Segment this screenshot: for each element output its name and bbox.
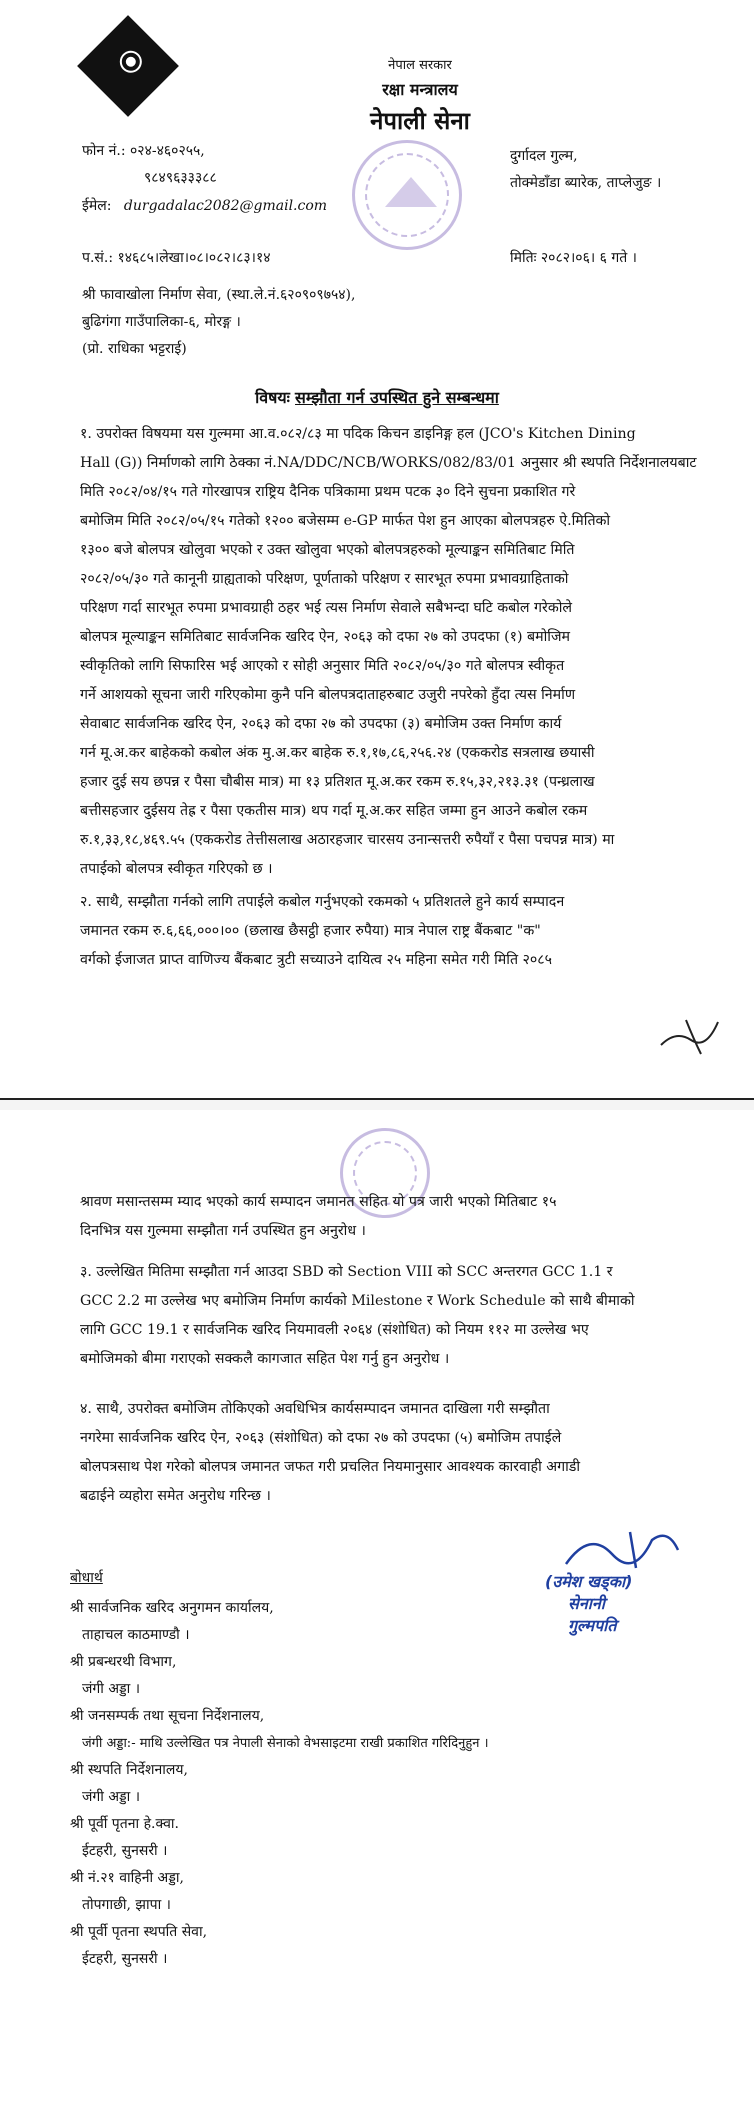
page1-initial-signature [656,1010,726,1060]
recipient-line-2: बुढिगंगा गाउँपालिका-६, मोरङ्ग । [82,314,241,330]
para1-line: रु.१,३३,१८,४६९.५५ (एककरोड तेत्तीसलाख अठारहजार चारसय उनान्सत्तरी रुपैयाँ र पैसा पचपन्न मात्र) मा [80,832,615,848]
para3-line: ३. उल्लेखित मितिमा सम्झौता गर्न आउदा SBD को Section VIII को SCC अन्तरगत GCC 1.1 र [80,1264,613,1280]
phone-secondary: ९८४९६३३३८८ [144,170,217,186]
army-emblem-logo [77,15,179,117]
para2-line: दिनभित्र यस गुल्ममा सम्झौता गर्न उपस्थित हुन अनुरोध । [80,1223,366,1239]
letter-page-2 [0,1110,754,2125]
signatory-name: (उमेश खड्का) [545,1572,633,1591]
official-seal-stamp [352,140,462,250]
cc-line: श्री पूर्वी पृतना स्थपति सेवा, [70,1924,208,1940]
para1-line: सेवाबाट सार्वजनिक खरिद ऐन, २०६३ को दफा २७ को उपदफा (३) बमोजिम उक्त निर्माण कार्य [80,716,562,732]
header-ministry: रक्षा मन्त्रालय [382,80,458,99]
para3-line: बमोजिमको बीमा गराएको सक्कलै कागजात सहित पेश गर्नु हुन अनुरोध । [80,1351,450,1367]
para4-line: बढाईने व्यहोरा समेत अनुरोध गरिन्छ । [80,1488,271,1504]
para1-line: १३०० बजे बोलपत्र खोलुवा भएको र उक्त खोलुवा भएको बोलपत्रहरुको मूल्याङ्कन समितिबाट मिति [80,542,575,558]
reference-number: प.सं.: १४६८५।लेखा।०८।०८२।८३।१४ [82,250,271,266]
email-row [82,193,327,219]
signatory-post: गुल्मपति [568,1616,617,1635]
page-break [0,1098,754,1110]
para1-line: २०८२/०५/३० गते कानूनी ग्राह्यताको परिक्षण, पूर्णताको परिक्षण र सारभूत रुपमा प्रभावग्राहिताको [80,571,569,587]
para1-line: १. उपरोक्त विषयमा यस गुल्ममा आ.व.०८२/८३ मा पदिक किचन डाइनिङ्ग हल (JCO's Kitchen Dining [80,426,636,442]
cc-line: ताहाचल काठमाण्डौ । [82,1627,190,1643]
cc-line: श्री पूर्वी पृतना हे.क्वा. [70,1816,179,1832]
para1-line: हजार दुई सय छपन्न र पैसा चौबीस मात्र) मा १३ प्रतिशत मू.अ.कर रकम रु.१५,३२,२१३.३१ (पन्ध्रलाख [80,774,595,790]
para1-line: बमोजिम मिति २०८२/०५/१५ गतेको १२०० बजेसम्म e-GP मार्फत पेश हुन आएका बोलपत्रहरु ऐ.मितिको [80,513,611,529]
para3-line: GCC 2.2 मा उल्लेख भए बमोजिम निर्माण कार्यको Milestone र Work Schedule को साथै बीमाको [80,1293,635,1309]
para1-line: बत्तीसहजार दुईसय तेह्र र पैसा एकतीस मात्र) थप गर्दा मू.अ.कर सहित जम्मा हुन आउने कबोल रकम [80,803,588,819]
para3-line: लागि GCC 19.1 र सार्वजनिक खरिद नियमावली २०६४ (संशोधित) को नियम ११२ मा उल्लेख भए [80,1322,589,1338]
paragraph-1 [80,420,720,884]
cc-heading: बोधार्थ [70,1570,103,1586]
unit-name: दुर्गादल गुल्म, [510,148,578,164]
para1-line: गर्न मू.अ.कर बाहेकको कबोल अंक मु.अ.कर बाहेक रु.१,१७,८६,२५६.२४ (एककरोड सत्रलाख छयासी [80,745,595,761]
email-label: ईमेल: [82,198,112,214]
para1-line: स्वीकृतिको लागि सिफारिस भई आएको र सोही अनुसार मिति २०८२/०५/३० गते बोलपत्र स्वीकृत [80,658,565,674]
para1-line: Hall (G)) निर्माणको लागि ठेक्का नं.NA/DDC/NCB/WORKS/082/83/01 अनुसार श्री स्थपति निर्देशनालयबाट [80,455,697,471]
cc-line: तोपगाछी, झापा । [82,1897,171,1913]
cc-line: श्री नं.२१ वाहिनी अड्डा, [70,1870,184,1886]
para1-line: तपाईको बोलपत्र स्वीकृत गरिएको छ । [80,861,273,877]
para1-line: बोलपत्र मूल्याङ्कन समितिबाट सार्वजनिक खरिद ऐन, २०६३ को दफा २७ को उपदफा (१) बमोजिम [80,629,570,645]
recipient-line-3: (प्रो. राधिका भट्टराई) [82,341,187,357]
cc-line: ईटहरी, सुनसरी । [82,1843,168,1859]
para4-line: नगरेमा सार्वजनिक खरिद ऐन, २०६३ (संशोधित) को दफा २७ को उपदफा (५) बमोजिम तपाईले [80,1430,562,1446]
cc-line: श्री सार्वजनिक खरिद अनुगमन कार्यालय, [70,1600,274,1616]
cc-line: श्री जनसम्पर्क तथा सूचना निर्देशनालय, [70,1708,265,1724]
cc-line: जंगी अड्डा । [82,1681,141,1697]
para1-line: गर्ने आशयको सूचना जारी गरिएकोमा कुनै पनि बोलपत्रदाताहरुबाट उजुरी नपरेको हुँदा त्यस निर्माण [80,687,576,703]
para2-line: २. साथै, सम्झौता गर्नको लागि तपाईले कबोल गर्नुभएको रकमको ५ प्रतिशतले हुने कार्य सम्पादन [80,894,565,910]
para2-line: श्रावण मसान्तसम्म म्याद भएको कार्य सम्पादन जमानत सहित यो पत्र जारी भएको मितिबाट १५ [80,1194,557,1210]
para2-line: वर्गको ईजाजत प्राप्त वाणिज्य बैंकबाट त्रुटी सच्याउने दायित्व २५ महिना समेत गरी मिति २०८५ [80,952,553,968]
paragraph-2-part-1 [80,888,720,975]
para4-line: ४. साथै, उपरोक्त बमोजिम तोकिएको अवधिभित्र कार्यसम्पादन जमानत दाखिला गरी सम्झौता [80,1401,550,1417]
subject-label: विषयः [255,388,290,407]
email-address[interactable]: durgadalac2082@gmail.com [123,198,328,214]
para2-line: जमानत रकम रु.६,६६,०००।०० (छलाख छैसट्ठी हजार रुपैया) मात्र नेपाल राष्ट्र बैंकबाट "क" [80,923,541,939]
unit-location: तोक्मेडाँडा ब्यारेक, ताप्लेजुङ । [510,175,662,191]
recipient-line-1: श्री फावाखोला निर्माण सेवा, (स्था.ले.नं.६२०९०९७५४), [82,287,356,303]
subject-text: सम्झौता गर्न उपस्थित हुने सम्बन्धमा [295,388,499,407]
cc-line: श्री प्रबन्धरथी विभाग, [70,1654,177,1670]
cc-line: ईटहरी, सुनसरी । [82,1951,168,1967]
para4-line: बोलपत्रसाथ पेश गरेको बोलपत्र जमानत जफत गरी प्रचलित नियमानुसार आवश्यक कारवाही अगाडी [80,1459,581,1475]
paragraph-2-part-2 [80,1188,720,1246]
para1-line: मिति २०८२/०४/१५ गते गोरखापत्र राष्ट्रिय दैनिक पत्रिकामा प्रथम पटक ३० दिने सुचना प्रकाशित गरे [80,484,576,500]
signatory-rank: सेनानी [568,1594,605,1613]
cc-line: जंगी अड्डा । [82,1789,141,1805]
paragraph-3 [80,1258,720,1374]
cc-line: जंगी अड्डा:- माथि उल्लेखित पत्र नेपाली सेनाको वेभसाइटमा राखी प्रकाशित गरिदिनुहुन । [82,1736,489,1751]
phone-label: फोन नं.: ०२४-४६०२५५, [82,143,205,159]
subject-line [0,386,754,408]
emblem-eye-icon [122,53,140,71]
header-army: नेपाली सेना [370,107,470,135]
header-gov: नेपाल सरकार [388,58,452,73]
cc-list [70,1595,710,1973]
seal-mountain-icon [385,177,437,207]
letter-date: मितिः २०८२।०६। ६ गते । [510,250,637,266]
para1-line: परिक्षण गर्दा सारभूत रुपमा प्रभावग्राही ठहर भई त्यस निर्माण सेवाले सबैभन्दा घटि कबोल गरेकोले [80,600,573,616]
paragraph-4 [80,1395,720,1511]
cc-line: श्री स्थपति निर्देशनालय, [70,1762,188,1778]
